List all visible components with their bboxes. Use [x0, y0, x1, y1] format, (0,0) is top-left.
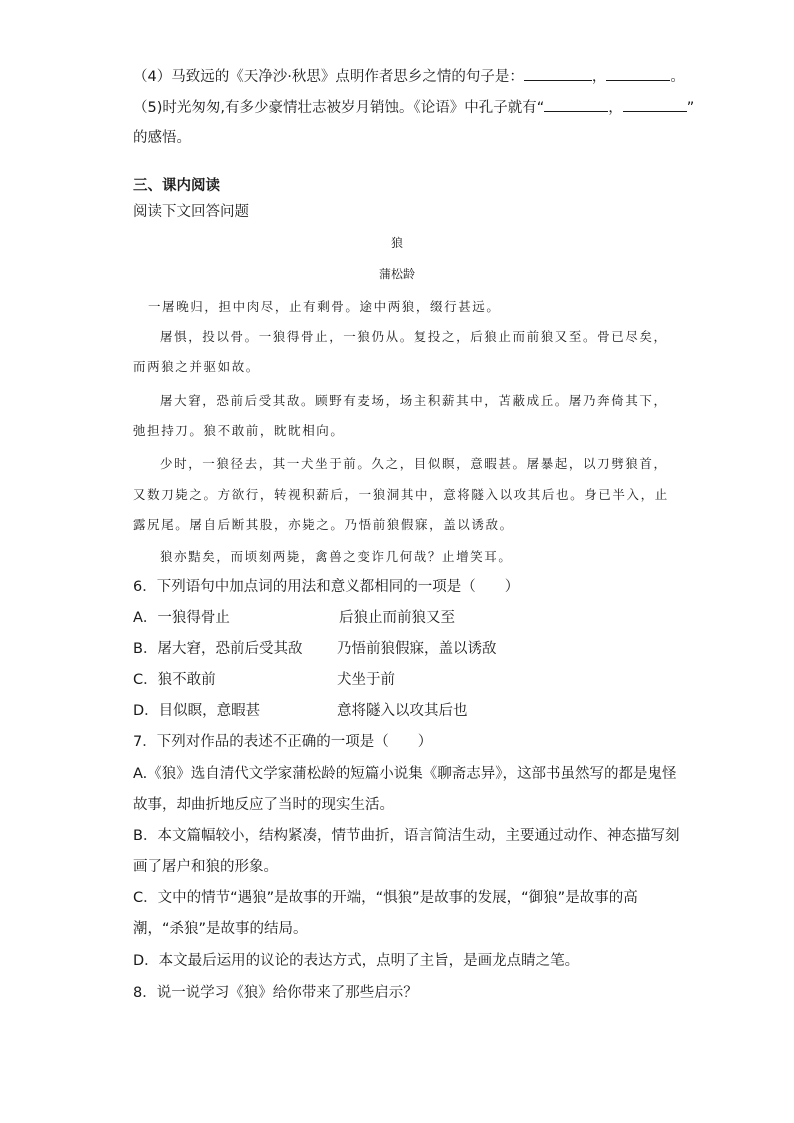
option-c-compare: 犬坐于前 [337, 672, 395, 688]
option-c-cont: 潮，“杀狼”是故事的结局。 [133, 921, 308, 937]
passage-author: 蒲松龄 [378, 267, 415, 281]
answer-blank[interactable] [623, 97, 687, 112]
option-d-compare: 意将隧入以攻其后也 [337, 703, 468, 719]
passage-paragraph-3-cont: 弛担持刀。狼不敢前，眈眈相向。 [133, 423, 345, 438]
question-5: （5)时光匆匆,有多少豪情壮志被岁月销蚀。《论语》中孔子就有“ ， ” [133, 97, 694, 118]
passage-paragraph-4-cont: 露尻尾。屠自后断其股，亦毙之。乃悟前狼假寐，盖以诱敌。 [133, 517, 514, 532]
passage-paragraph-5: 狼亦黠矣，而顷刻两毙，禽兽之变诈几何哉？止增笑耳。 [160, 549, 513, 564]
section-heading: 三、课内阅读 [133, 178, 220, 194]
passage-title: 狼 [390, 236, 403, 250]
answer-blank[interactable] [544, 97, 608, 112]
answer-blank[interactable] [524, 66, 592, 81]
option-b-cont: 画了屠户和狼的形象。 [133, 859, 278, 875]
option-a[interactable]: A.《狼》选自清代文学家蒲松龄的短篇小说集《聊斋志异》，这部书虽然写的都是鬼怪 [133, 766, 677, 782]
answer-blank[interactable] [606, 66, 670, 81]
option-a[interactable]: A．一狼得骨止 [133, 610, 230, 626]
question-5-line2: 的感悟。 [133, 130, 191, 146]
option-d[interactable]: D．目似瞑，意暇甚 [133, 703, 261, 719]
option-a-cont: 故事，却曲折地反应了当时的现实生活。 [133, 797, 394, 813]
section-instruction: 阅读下文回答问题 [133, 204, 249, 220]
option-b[interactable]: B．屠大窘，恐前后受其敌 [133, 641, 303, 657]
passage-paragraph-4: 少时，一狼径去，其一犬坐于前。久之，目似瞑，意暇甚。屠暴起，以刀劈狼首， [160, 456, 668, 471]
question-5-text: （5)时光匆匆,有多少豪情壮志被岁月销蚀。《论语》中孔子就有“ [133, 100, 545, 116]
passage-paragraph-2-cont: 而两狼之并驱如故。 [133, 359, 260, 374]
passage-paragraph-2: 屠惧，投以骨。一狼得骨止，一狼仍从。复投之，后狼止而前狼又至。骨已尽矣， [160, 329, 668, 344]
question-4-text: （4）马致远的《天净沙·秋思》点明作者思乡之情的句子是： [133, 69, 524, 85]
question-8-stem: 8．说一说学习《狼》给你带来了那些启示？ [133, 985, 418, 1001]
question-7-stem: 7．下列对作品的表述不正确的一项是（ ） [133, 734, 433, 750]
passage-paragraph-3: 屠大窘，恐前后受其敌。顾野有麦场，场主积薪其中，苫蔽成丘。屠乃奔倚其下， [160, 393, 668, 408]
option-c[interactable]: C．狼不敢前 [133, 672, 216, 688]
question-6-stem: 6．下列语句中加点词的用法和意义都相同的一项是（ ） [133, 579, 520, 595]
option-b[interactable]: B．本文篇幅较小，结构紧凑，情节曲折，语言简洁生动，主要通过动作、神态描写刻 [133, 828, 680, 844]
option-c[interactable]: C．文中的情节“遇狼”是故事的开端，“惧狼”是故事的发展，“御狼”是故事的高 [133, 890, 638, 906]
passage-paragraph-4-cont: 又数刀毙之。方欲行，转视积薪后，一狼洞其中，意将隧入以攻其后也。身已半入，止 [133, 487, 669, 502]
option-b-compare: 乃悟前狼假寐，盖以诱敌 [337, 641, 497, 657]
option-d[interactable]: D．本文最后运用的议论的表达方式，点明了主旨，是画龙点睛之笔。 [133, 953, 580, 969]
option-a-compare: 后狼止而前狼又至 [339, 610, 455, 626]
passage-paragraph-1: 一屠晚归，担中肉尽，止有剩骨。途中两狼，缀行甚远。 [148, 299, 501, 314]
question-4: （4）马致远的《天净沙·秋思》点明作者思乡之情的句子是： ， 。 [133, 66, 685, 87]
